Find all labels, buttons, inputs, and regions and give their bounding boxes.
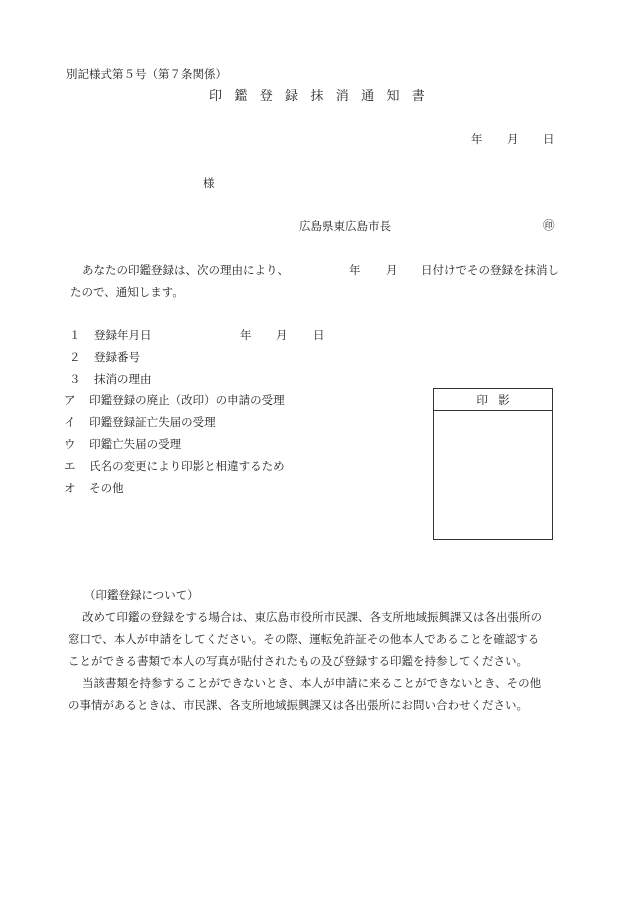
item-label: 抹消の理由 [94,372,152,386]
notes-line: の事情があるときは、市民課、各支所地域振興課又は各出張所にお問い合わせください。 [68,698,528,712]
reason-text: 印鑑亡失届の受理 [89,437,182,451]
item-day: 日 [313,328,325,342]
reason-mark: イ [64,415,76,429]
issuer-name: 広島県東広島市長 [299,219,391,233]
reason-text: 印鑑登録の廃止（改印）の申請の受理 [89,393,285,407]
item-month: 月 [276,328,288,342]
notes-line: 改めて印鑑の登録をする場合は、東広島市役所市民課、各支所地域振興課又は各出張所の [82,610,542,624]
seal-box-label: 印影 [434,389,552,411]
reason-item [64,417,216,429]
item-number: １ [69,328,81,342]
reason-mark: ア [64,393,76,407]
body-text-month: 月 [386,263,398,277]
item-number: ３ [69,372,81,386]
notes-heading: （印鑑登録について） [84,588,199,602]
body-text-part2: 日付けでその登録を抹消し [421,263,559,277]
reason-text: 印鑑登録証亡失届の受理 [89,415,216,429]
date-year: 年 [471,132,483,146]
reason-mark: ウ [64,437,76,451]
date-day: 日 [543,132,555,146]
reason-item [64,395,285,407]
notes-line: 当該書類を持参することができないとき、本人が申請に来ることができないとき、その他 [82,676,542,690]
reason-text: その他 [89,481,124,495]
reason-mark: オ [64,481,76,495]
reason-text: 氏名の変更により印影と相違するため [89,459,285,473]
reason-mark: エ [64,459,76,473]
body-text-year: 年 [349,263,361,277]
item-year: 年 [240,328,252,342]
body-text-part1: あなたの印鑑登録は、次の理由により、 [82,263,289,277]
reason-item [64,461,285,473]
seal-impression-box [433,388,553,540]
item-number: ２ [69,350,81,364]
notes-line: 窓口で、本人が申請をしてください。その際、運転免許証その他本人であることを確認する [68,632,540,646]
reason-item [64,483,124,495]
reason-item [64,439,181,451]
item-label: 登録年月日 [94,328,152,342]
addressee-suffix: 様 [203,176,215,190]
body-text-part3: たので、通知します。 [70,285,184,299]
form-number: 別記様式第５号（第７条関係） [66,67,227,81]
item-label: 登録番号 [94,350,140,364]
date-month: 月 [507,132,519,146]
seal-mark: ㊞ [543,218,555,232]
document-title: 印鑑登録抹消通知書 [209,89,438,104]
notes-line: ことができる書類で本人の写真が貼付されたもの及び登録する印鑑を持参してください。 [68,654,528,668]
